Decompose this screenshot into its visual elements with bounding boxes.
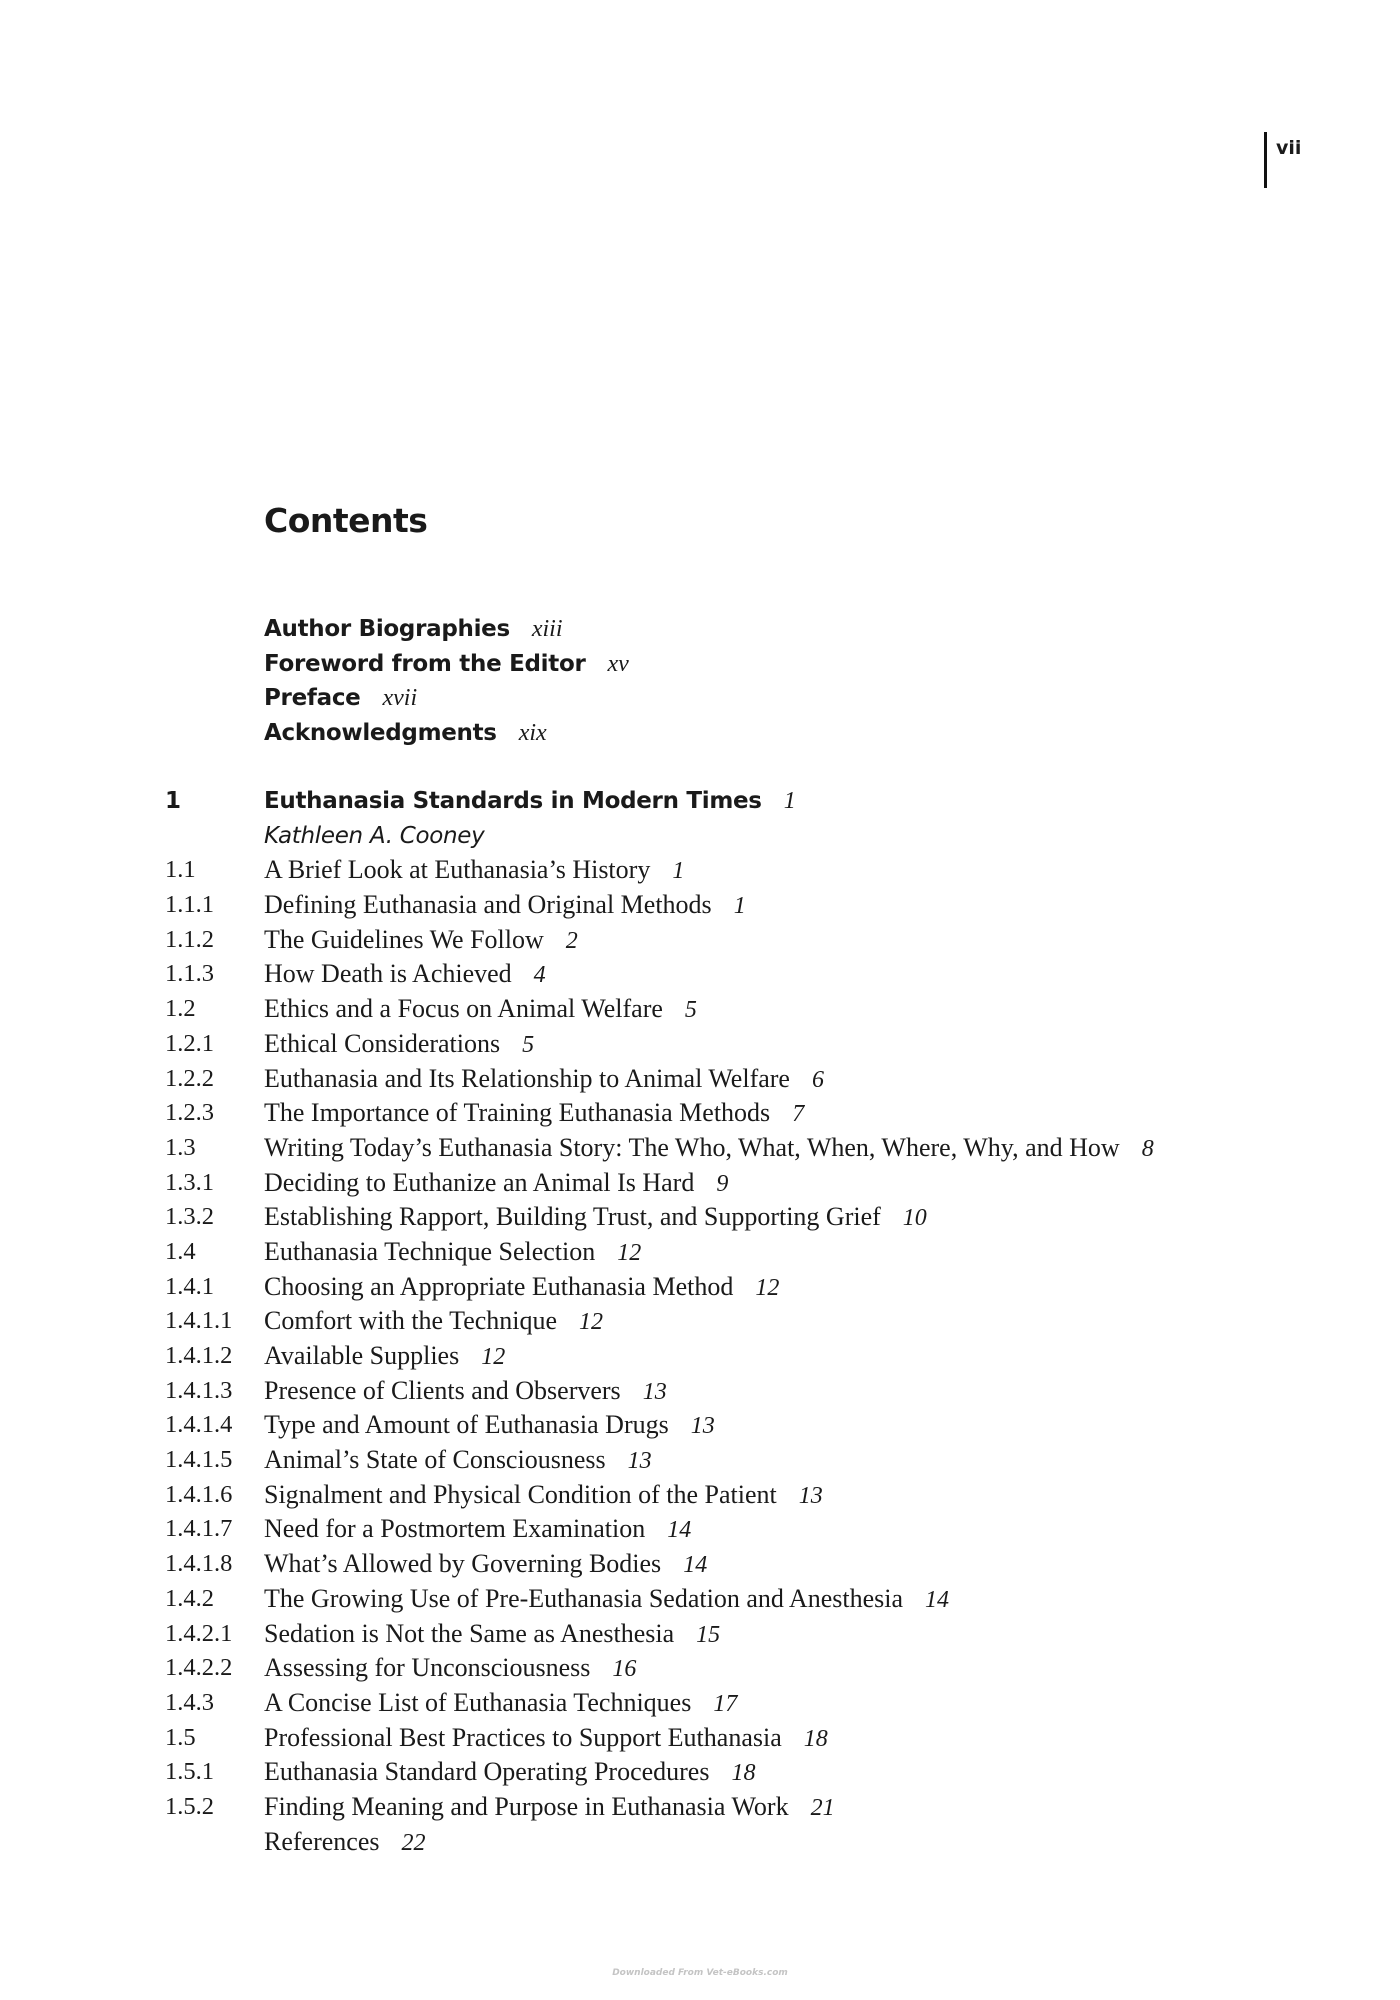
toc-entry-body: [264, 1270, 779, 1305]
toc-entry-title: Euthanasia Standard Operating Procedures: [264, 1757, 710, 1787]
toc-entry-page: 12: [755, 1274, 780, 1301]
toc-entry[interactable]: [165, 1443, 1154, 1478]
front-matter-title: Acknowledgments: [264, 719, 497, 746]
toc-entry-body: [264, 1304, 603, 1339]
toc-entry-number: 1.4.1.8: [165, 1550, 233, 1578]
toc-entry-number: 1.4.1.4: [165, 1411, 233, 1439]
toc-entry-number: 1.4.1.1: [165, 1307, 233, 1335]
toc-entry-title: A Brief Look at Euthanasia’s History: [264, 855, 651, 885]
toc-entry-body: [264, 1062, 824, 1097]
toc-entry-title: Defining Euthanasia and Original Methods: [264, 890, 712, 920]
toc-entry-title: Signalment and Physical Condition of the Patient: [264, 1479, 777, 1509]
toc-entry-body: [264, 1582, 949, 1617]
chapter-toc: [165, 784, 1154, 1859]
front-matter-title: Author Biographies: [264, 616, 510, 642]
toc-entry-title: Type and Amount of Euthanasia Drugs: [264, 1410, 669, 1440]
front-matter-title: Foreword from the Editor: [264, 650, 586, 677]
toc-entry-page: 16: [612, 1656, 637, 1683]
toc-entry-page: 6: [811, 1066, 824, 1093]
toc-entry-body: [264, 1027, 534, 1062]
toc-entry-page: 17: [713, 1690, 738, 1717]
toc-entry-number: 1.2.3: [165, 1099, 214, 1127]
toc-entry[interactable]: [165, 1547, 1154, 1582]
toc-entry-number: 1.1.1: [165, 891, 214, 919]
toc-entry-title: The Guidelines We Follow: [264, 924, 544, 954]
toc-entry-page: 5: [522, 1031, 535, 1058]
toc-entry[interactable]: [165, 1062, 1154, 1097]
toc-entry-page: 9: [716, 1170, 729, 1197]
toc-entry-number: 1.3.1: [165, 1168, 214, 1196]
toc-entry[interactable]: [165, 1582, 1154, 1617]
toc-entry-body: [264, 888, 746, 923]
front-matter-title: Preface: [264, 685, 361, 712]
toc-entry-title: References: [264, 1826, 380, 1856]
toc-entry[interactable]: [165, 1408, 1154, 1443]
toc-entry[interactable]: [165, 1617, 1154, 1652]
toc-entry-page: 12: [579, 1309, 604, 1336]
toc-entry-number: 1.4.1.2: [165, 1342, 233, 1369]
toc-entry-number: 1.4.1: [165, 1272, 214, 1300]
toc-entry-title: Ethics and a Focus on Animal Welfare: [264, 994, 663, 1024]
toc-entry-number: 1.1: [165, 856, 196, 884]
toc-entry-title: The Importance of Training Euthanasia Methods: [264, 1098, 771, 1128]
toc-entry-page: 13: [642, 1378, 667, 1405]
front-matter-page: xv: [607, 650, 629, 677]
toc-entry-number: 1.2.2: [165, 1064, 214, 1092]
toc-entry-page: 12: [617, 1239, 642, 1266]
toc-entry-body: [264, 1512, 691, 1547]
toc-entry[interactable]: [165, 1131, 1154, 1166]
toc-entry-body: [264, 1478, 823, 1513]
toc-entry-title: Finding Meaning and Purpose in Euthanasia Work: [264, 1791, 789, 1821]
front-matter-page: xiii: [531, 616, 563, 642]
toc-entry-title: Available Supplies: [264, 1341, 460, 1370]
toc-entry-page: 21: [810, 1794, 835, 1821]
chapter-heading-row[interactable]: [165, 784, 1154, 819]
toc-entry-body: [264, 1686, 737, 1721]
toc-entry-number: 1.4.2.2: [165, 1654, 233, 1682]
toc-entry-body: [264, 1374, 667, 1409]
toc-entry-body: [264, 1755, 755, 1790]
toc-entry-body: [264, 1790, 835, 1825]
front-matter-page: xvii: [382, 685, 418, 712]
toc-entry[interactable]: [165, 1235, 1154, 1270]
toc-entry-title: Sedation is Not the Same as Anesthesia: [264, 1618, 675, 1648]
toc-entry-title: Presence of Clients and Observers: [264, 1375, 621, 1405]
toc-entry-body: [264, 923, 578, 958]
toc-entry-page: 15: [696, 1621, 721, 1648]
toc-entry-body: [264, 1825, 425, 1860]
toc-entry-title: Animal’s State of Consciousness: [264, 1445, 606, 1475]
front-matter-page: xix: [518, 719, 547, 746]
toc-entry-title: Euthanasia and Its Relationship to Animal Welfare: [264, 1063, 790, 1093]
toc-entry[interactable]: [165, 1200, 1154, 1235]
toc-entry-body: [264, 1721, 828, 1756]
toc-entry-page: 5: [684, 997, 697, 1024]
toc-entry-body: [264, 853, 684, 888]
toc-entry-page: 1: [733, 893, 746, 920]
toc-entry-number: 1.4: [165, 1237, 196, 1265]
toc-entry-page: 13: [798, 1482, 823, 1509]
toc-entry-page: 18: [803, 1725, 828, 1752]
toc-entries: [165, 853, 1154, 1859]
toc-entry-number: 1.2: [165, 995, 196, 1023]
toc-entry[interactable]: [165, 1478, 1154, 1513]
toc-entry-title: How Death is Achieved: [264, 959, 512, 989]
toc-entry-title: Euthanasia Technique Selection: [264, 1236, 596, 1266]
toc-entry-body: [264, 1408, 715, 1443]
toc-entry-body: [264, 1339, 505, 1374]
toc-entry-number: 1.3: [165, 1133, 196, 1161]
contents-heading: Contents: [264, 501, 428, 540]
toc-entry-body: [264, 1200, 927, 1235]
chapter-author: Kathleen A. Cooney: [264, 822, 485, 849]
toc-entry-body: [264, 1443, 652, 1478]
toc-entry-title: Assessing for Unconsciousness: [264, 1653, 591, 1683]
toc-entry-body: [264, 1166, 728, 1201]
chapter-title: Euthanasia Standards in Modern Times: [264, 788, 762, 814]
toc-entry-body: [264, 1096, 804, 1131]
toc-entry-number: 1.4.3: [165, 1688, 214, 1716]
toc-entry-number: 1.4.1.6: [165, 1480, 233, 1508]
toc-entry[interactable]: [165, 957, 1154, 992]
toc-entry-body: [264, 1235, 641, 1270]
toc-entry-body: [264, 1651, 636, 1686]
toc-entry-title: Establishing Rapport, Building Trust, and Supporting Grief: [264, 1202, 881, 1232]
toc-entry-title: Ethical Considerations: [264, 1028, 501, 1058]
front-matter-item-acknowledgments[interactable]: [264, 716, 629, 751]
toc-entry[interactable]: [165, 1374, 1154, 1409]
toc-entry[interactable]: [165, 1027, 1154, 1062]
toc-entry-number: 1.4.1.7: [165, 1515, 233, 1543]
toc-entry-number: 1.4.2: [165, 1584, 214, 1612]
toc-entry-page: 14: [683, 1552, 708, 1579]
toc-entry-title: The Growing Use of Pre-Euthanasia Sedation and Anesthesia: [264, 1583, 904, 1613]
toc-entry[interactable]: [165, 1686, 1154, 1721]
toc-entry[interactable]: [165, 1651, 1154, 1686]
toc-entry-body: [264, 1617, 720, 1652]
toc-entry-page: 1: [672, 858, 685, 885]
front-matter-item-preface[interactable]: [264, 681, 629, 716]
toc-entry-body: [264, 1131, 1154, 1166]
toc-entry-title: Deciding to Euthanize an Animal Is Hard: [264, 1167, 695, 1197]
toc-entry[interactable]: [165, 1790, 1154, 1825]
toc-entry[interactable]: [165, 1166, 1154, 1201]
front-matter-item-author-biographies[interactable]: [264, 612, 629, 647]
toc-entry-page: 8: [1141, 1135, 1154, 1162]
toc-entry-title: Comfort with the Technique: [264, 1306, 558, 1336]
toc-entry-page: 14: [667, 1517, 692, 1544]
toc-entry[interactable]: [165, 1825, 1154, 1860]
toc-entry-page: 18: [731, 1760, 756, 1787]
toc-entry-page: 13: [690, 1413, 715, 1440]
toc-entry-number: 1.3.2: [165, 1203, 214, 1231]
toc-entry-title: A Concise List of Euthanasia Techniques: [264, 1687, 692, 1717]
toc-entry-title: Writing Today’s Euthanasia Story: The Who, What, When, Where, Why, and How: [264, 1132, 1120, 1162]
toc-entry-page: 22: [401, 1829, 426, 1856]
toc-entry-page: 12: [481, 1344, 506, 1370]
toc-entry-number: 1.4.1.5: [165, 1446, 233, 1474]
toc-entry[interactable]: [165, 992, 1154, 1027]
toc-entry-title: Need for a Postmortem Examination: [264, 1514, 646, 1544]
toc-entry-body: [264, 957, 546, 992]
toc-entry-title: Professional Best Practices to Support Euthanasia: [264, 1722, 782, 1752]
toc-entry-page: 4: [533, 962, 546, 989]
toc-entry-number: 1.1.2: [165, 925, 214, 953]
toc-entry-number: 1.4.1.3: [165, 1376, 233, 1404]
toc-entry-title: Choosing an Appropriate Euthanasia Method: [264, 1271, 734, 1301]
toc-entry-page: 13: [627, 1448, 652, 1475]
toc-entry-number: 1.5.1: [165, 1758, 214, 1786]
chapter-page: 1: [783, 788, 796, 814]
front-matter-list: [264, 612, 629, 750]
toc-entry-number: [165, 1825, 264, 1860]
toc-entry-body: [264, 1547, 707, 1582]
front-matter-item-foreword[interactable]: [264, 647, 629, 682]
toc-entry[interactable]: [165, 1512, 1154, 1547]
toc-entry[interactable]: [165, 1270, 1154, 1305]
footer-watermark: Downloaded From Vet-eBooks.com: [612, 1968, 788, 1978]
toc-entry[interactable]: [165, 1304, 1154, 1339]
chapter-number: 1: [165, 788, 182, 814]
spacer: [165, 819, 264, 854]
toc-entry[interactable]: [165, 1096, 1154, 1131]
toc-entry-number: 1.2.1: [165, 1029, 214, 1057]
toc-entry[interactable]: [165, 1721, 1154, 1756]
toc-entry-number: 1.5: [165, 1723, 196, 1751]
toc-entry-page: 10: [902, 1205, 927, 1232]
page-number: vii: [1264, 132, 1301, 188]
toc-entry-number: 1.1.3: [165, 960, 214, 988]
toc-entry-number: 1.5.2: [165, 1792, 214, 1820]
chapter-author-row: [165, 819, 1154, 854]
toc-entry-body: [264, 992, 697, 1027]
toc-entry-page: 7: [792, 1101, 805, 1128]
toc-entry[interactable]: [165, 1755, 1154, 1790]
toc-entry-title: What’s Allowed by Governing Bodies: [264, 1549, 662, 1579]
toc-entry-page: 14: [925, 1586, 950, 1613]
toc-entry-number: 1.4.2.1: [165, 1619, 233, 1647]
toc-entry[interactable]: [165, 853, 1154, 888]
toc-entry[interactable]: [165, 1339, 1154, 1374]
toc-entry-page: 2: [565, 927, 578, 954]
toc-entry[interactable]: [165, 888, 1154, 923]
toc-entry[interactable]: [165, 923, 1154, 958]
